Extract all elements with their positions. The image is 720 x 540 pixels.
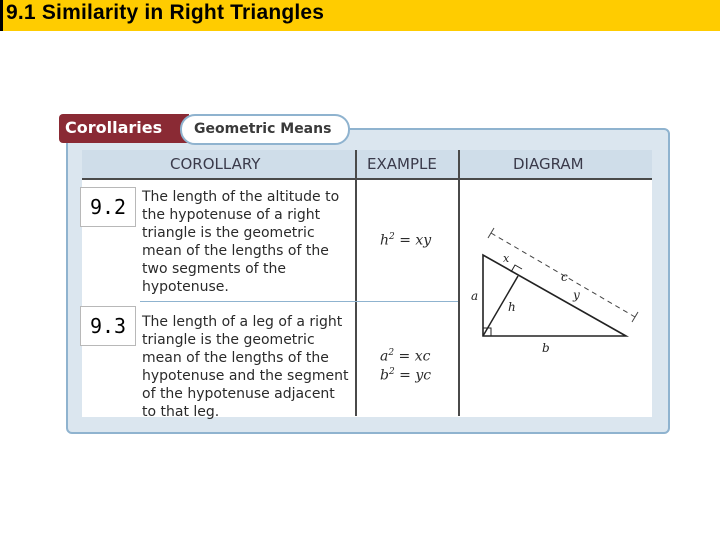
slide-title: 9.1 Similarity in Right Triangles <box>6 1 325 24</box>
tab-geometric-means-label: Geometric Means <box>194 121 332 137</box>
label-y: y <box>573 288 580 302</box>
title-bar-edge <box>0 0 3 31</box>
corollary-number: 9.3 <box>80 306 136 346</box>
example-equation: $a^2$ = xc <box>380 348 431 365</box>
corollary-text: The length of the altitude to the hypotenuse of a right triangle is the geometric mean of the lengths of the two segments of the hypotenuse. <box>142 189 340 295</box>
example-equation: $b^2$ = yc <box>380 367 432 384</box>
label-x: x <box>503 252 510 265</box>
corollary-number: 9.2 <box>80 187 136 227</box>
title-bar <box>0 0 720 31</box>
right-triangle-diagram <box>460 220 655 360</box>
label-b: b <box>542 341 550 355</box>
label-a: a <box>471 289 479 303</box>
dimension-tick <box>632 312 638 322</box>
row-divider <box>140 301 458 302</box>
label-c: c <box>561 270 568 284</box>
triangle-outline <box>483 255 626 336</box>
tab-corollaries <box>59 114 189 143</box>
tab-corollaries-label: Corollaries <box>65 118 163 137</box>
corollary-text: The length of a leg of a right triangle is the geometric mean of the lengths of the hypotenuse and the segment of the hypotenuse adjacent to that leg. <box>142 314 349 420</box>
example-equation: $h^2$ = xy <box>380 232 432 249</box>
header-example: EXAMPLE <box>367 155 437 173</box>
label-h: h <box>508 300 516 314</box>
dimension-tick <box>488 228 494 238</box>
header-corollary: COROLLARY <box>170 155 261 173</box>
tab-geometric-means <box>180 114 350 145</box>
column-divider-1 <box>355 150 357 416</box>
header-diagram: DIAGRAM <box>513 155 584 173</box>
